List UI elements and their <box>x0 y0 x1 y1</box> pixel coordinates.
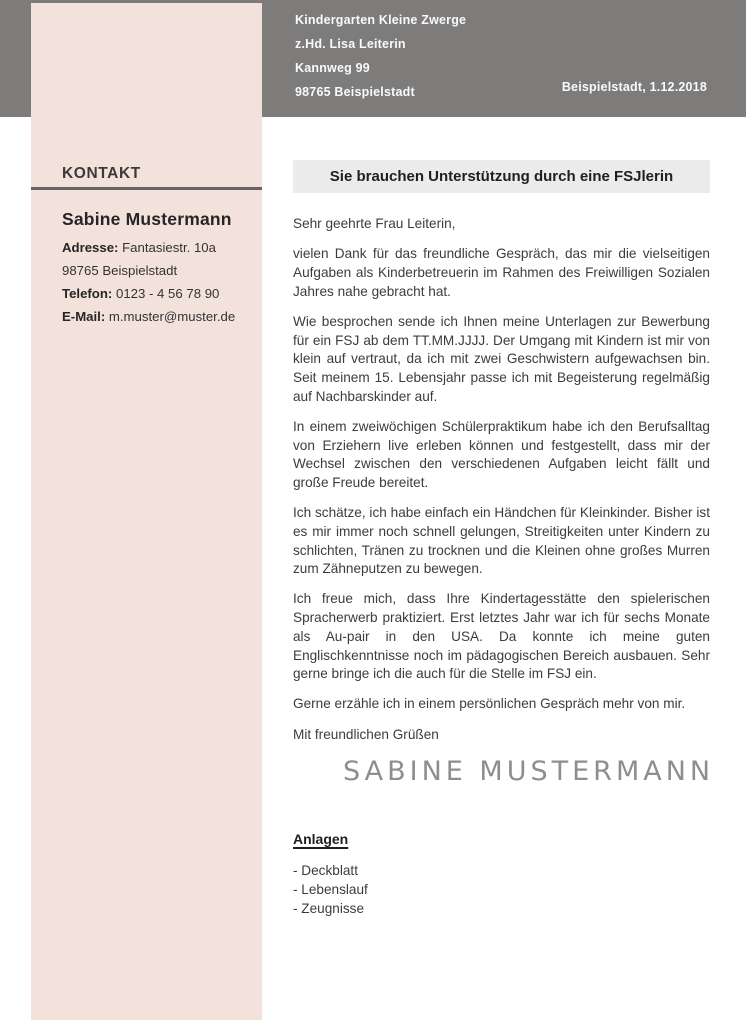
contact-field-value: 98765 Beispielstadt <box>62 263 178 278</box>
recipient-line: Kindergarten Kleine Zwerge <box>295 13 467 27</box>
contact-field-value: 0123 - 4 56 78 90 <box>115 286 220 301</box>
paragraph: Gerne erzähle ich in einem persönlichen Gespräch mehr von mir. <box>293 696 686 712</box>
enclosure-item: - Zeugnisse <box>293 901 365 917</box>
enclosure-list <box>293 861 710 918</box>
contact-field-label: E-Mail: <box>62 309 106 324</box>
subject-line: Sie brauchen Unterstützung durch eine FSJlerin <box>293 160 710 193</box>
sidebar-divider <box>31 187 262 190</box>
contact-field-label: Adresse: <box>62 240 119 255</box>
closing-line: Mit freundlichen Grüßen <box>293 726 439 742</box>
signature-name: SABINE MUSTERMANN <box>343 756 715 788</box>
recipient-line: Kannweg 99 <box>295 61 370 75</box>
contact-field-value: Fantasiestr. 10a <box>122 240 216 255</box>
recipient-line: 98765 Beispielstadt <box>295 85 415 99</box>
contact-field-adresse <box>62 236 257 259</box>
sender-name: Sabine Mustermann <box>62 209 232 229</box>
contact-field-label: Telefon: <box>62 286 113 301</box>
contact-field-email <box>62 305 257 328</box>
paragraph: Ich schätze, ich habe einfach ein Händchen für Kleinkinder. Bisher ist es mir immer noch schnell gelungen, Streitigkeiten unter Kindern zu schlichten, Tränen zu trocknen und die Kleinen ohne großes Murren zum Zähneputzen zu bewegen. <box>293 505 710 577</box>
letter-body <box>293 160 715 918</box>
sidebar-panel <box>31 3 262 1020</box>
contact-field-city <box>62 259 257 282</box>
enclosure-item: - Deckblatt <box>293 863 358 879</box>
enclosure-item: - Lebenslauf <box>293 882 368 898</box>
recipient-address-block <box>295 8 466 104</box>
paragraph: Wie besprochen sende ich Ihnen meine Unterlagen zur Bewerbung für ein FSJ ab dem TT.MM.JJJJ. Der Umgang mit Kindern ist mir von klein auf vertraut, da ich mit zwei Geschwistern aufgewachsen bin. Seit meinem 15. Lebensjahr passe ich mit Begeisterung regelmäßig auf Nachbarskinder auf. <box>293 313 710 404</box>
paragraph: In einem zweiwöchigen Schülerpraktikum habe ich den Berufsalltag von Erziehern live erleben können und festgestellt, dass mir der Wechsel zwischen den verschiedenen Aufgaben leicht fällt und große Freude bereitet. <box>293 418 710 490</box>
paragraph: Ich freue mich, dass Ihre Kindertagesstätte den spielerischen Spracherwerb praktiziert. Erst letztes Jahr war ich für sechs Monate als Au-pair in den USA. Da konnte ich meine guten Englischkenntnisse noch im pädagogischen Bereich ausbauen. Sehr gerne bringe ich die auch für die Stelle im FSJ ein. <box>293 591 710 682</box>
contact-field-value: m.muster@muster.de <box>108 309 236 324</box>
paragraph: vielen Dank für das freundliche Gespräch, das mir die vielseitigen Aufgaben als Kinderbetreuerin im Rahmen des Freiwilligen Sozialen Jahres nahe gebracht hat. <box>293 246 710 299</box>
date-line: Beispielstadt, 1.12.2018 <box>561 80 707 94</box>
contact-fields <box>62 236 257 328</box>
greeting: Sehr geehrte Frau Leiterin, <box>293 216 456 231</box>
enclosures-heading: Anlagen <box>293 831 349 848</box>
contact-field-telefon <box>62 282 257 305</box>
sidebar-heading-kontakt: KONTAKT <box>62 165 141 182</box>
recipient-line: z.Hd. Lisa Leiterin <box>295 37 406 51</box>
